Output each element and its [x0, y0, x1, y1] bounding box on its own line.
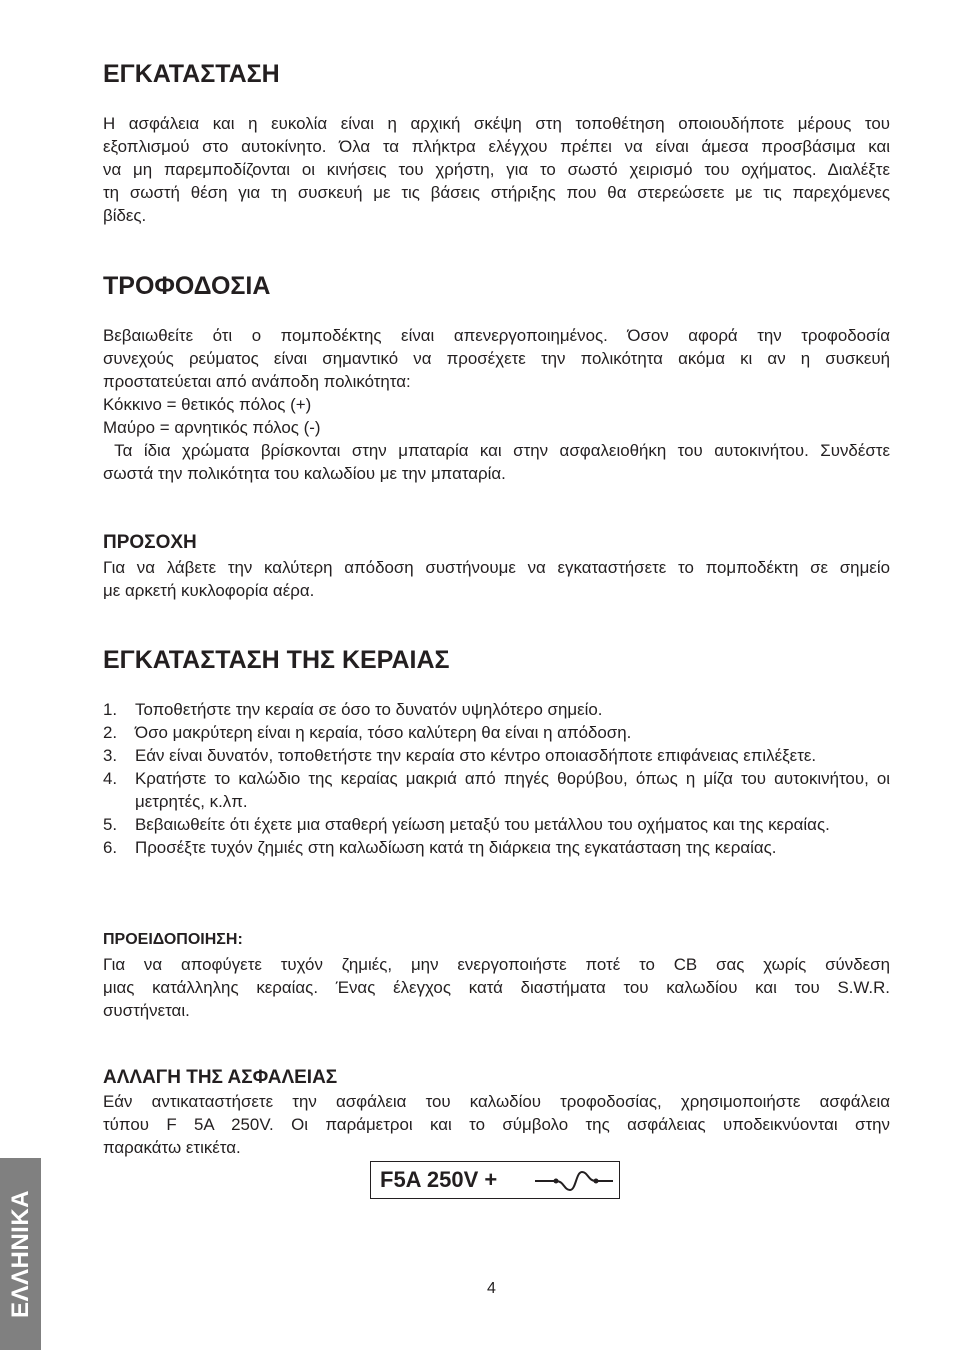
power-supply-paragraph	[103, 324, 890, 485]
caution-heading: ΠΡΟΣΟΧΗ	[103, 532, 197, 553]
language-side-tab	[0, 1158, 41, 1350]
list-item	[103, 767, 890, 813]
fuse-symbol-icon	[531, 1168, 617, 1194]
fuse-rating-label: F5A 250V +	[380, 1167, 498, 1192]
installation-heading: ΕΓΚΑΤΑΣΤΑΣΗ	[103, 60, 280, 88]
list-item	[103, 813, 890, 836]
text-line: τύπου F 5A 250V. Οι παράμετροι και το σύμβολο της ασφάλειας υποδεικνύονται στην	[103, 1115, 890, 1134]
text-line: συστήνεται.	[103, 1001, 190, 1020]
text-line: συνεχούς ρεύματος είναι σημαντικό να προσέχετε την πολικότητα ακόμα κι αν η συσκευή	[103, 349, 890, 368]
power-supply-heading: ΤΡΟΦΟΔΟΣΙΑ	[103, 272, 271, 300]
step-number: 5.	[103, 815, 118, 834]
step-number: 6.	[103, 838, 118, 857]
step-text: Προσέξτε τυχόν ζημιές στη καλωδίωση κατά τη διάρκεια της εγκατάσταση της κεραίας.	[135, 838, 777, 857]
fuse-label-box	[370, 1161, 620, 1199]
text-line: τη σωστή θέση για τη συσκευή με τις βάσεις στήριξης που θα στερεώσετε με τις παρεχόμενες	[103, 183, 890, 202]
text-line: με αρκετή κυκλοφορία αέρα.	[103, 581, 315, 600]
caution-paragraph	[103, 556, 890, 602]
step-text: Βεβαιωθείτε ότι έχετε μια σταθερή γείωση μεταξύ του μετάλλου του οχήματος και της κεραίας.	[135, 815, 830, 834]
text-line: βίδες.	[103, 206, 147, 225]
installation-paragraph	[103, 112, 890, 227]
list-item	[103, 744, 890, 767]
step-number: 3.	[103, 746, 118, 765]
language-label: ΕΛΛΗΝΙΚΑ	[6, 1189, 34, 1319]
list-item	[103, 836, 890, 859]
black-negative-line: Μαύρο = αρνητικός πόλος (-)	[103, 418, 321, 437]
step-text: Τοποθετήστε την κεραία σε όσο το δυνατόν υψηλότερο σημείο.	[135, 700, 603, 719]
text-line: Βεβαιωθείτε ότι ο πομποδέκτης είναι απενεργοποιημένος. Όσον αφορά την τροφοδοσία	[103, 326, 890, 345]
list-item	[103, 721, 890, 744]
fuse-paragraph	[103, 1090, 890, 1159]
antenna-steps-list	[103, 698, 890, 859]
step-number: 4.	[103, 769, 118, 788]
page-number: 4	[487, 1280, 496, 1297]
text-line: προστατεύεται από ανάποδη πολικότητα:	[103, 372, 411, 391]
text-line: Για να αποφύγετε τυχόν ζημιές, μην ενεργοποιήστε ποτέ το CB σας χωρίς σύνδεση	[103, 955, 890, 974]
warning-paragraph	[103, 953, 890, 1022]
step-text: Εάν είναι δυνατόν, τοποθετήστε την κεραία στο κέντρο οποιασδήποτε επιφάνειας επιλέξετε.	[135, 746, 817, 765]
text-line: παρακάτω ετικέτα.	[103, 1138, 241, 1157]
step-number: 1.	[103, 700, 118, 719]
text-line: Εάν αντικαταστήσετε την ασφάλεια του καλωδίου τροφοδοσίας, χρησιμοποιήστε ασφάλεια	[103, 1092, 890, 1111]
text-line: εξοπλισμού στο αυτοκίνητο. Όλα τα πλήκτρα ελέγχου πρέπει να είναι άμεσα προσβάσιμα και	[103, 137, 890, 156]
fuse-heading: ΑΛΛΑΓΗ ΤΗΣ ΑΣΦΑΛΕΙΑΣ	[103, 1067, 338, 1088]
text-line: μιας κατάλληλης κεραίας. Ένας έλεγχος κατά διαστήματα του καλωδίου και του S.W.R.	[103, 978, 890, 997]
step-text: Κρατήστε το καλώδιο της κεραίας μακριά από πηγές θορύβου, όπως η μίζα του αυτοκινήτου, οι μετρητές, κ.λπ.	[135, 769, 890, 811]
list-item	[103, 698, 890, 721]
step-text: Όσο μακρύτερη είναι η κεραία, τόσο καλύτερη θα είναι η απόδοση.	[135, 723, 632, 742]
text-line: Τα ίδια χρώματα βρίσκονται στην μπαταρία και στην ασφαλειοθήκη του αυτοκινήτου. Συνδέστε	[103, 441, 890, 460]
text-line: Για να λάβετε την καλύτερη απόδοση συστήνουμε να εγκαταστήσετε το πομποδέκτη σε σημείο	[103, 558, 890, 577]
antenna-heading: ΕΓΚΑΤΑΣΤΑΣΗ ΤΗΣ ΚΕΡΑΙΑΣ	[103, 646, 450, 674]
text-line: σωστά την πολικότητα του καλωδίου με την μπαταρία.	[103, 464, 506, 483]
text-line: Η ασφάλεια και η ευκολία είναι η αρχική σκέψη στη τοποθέτηση οποιουδήποτε μέρους του	[103, 114, 890, 133]
red-positive-line: Κόκκινο = θετικός πόλος (+)	[103, 395, 312, 414]
text-line: να μη παρεμποδίζονται οι κινήσεις του χρήστη, για το σωστό χειρισμό του οχήματος. Διαλέξτε	[103, 160, 890, 179]
step-number: 2.	[103, 723, 118, 742]
warning-heading: ΠΡΟΕΙΔΟΠΟΙΗΣΗ:	[103, 931, 243, 948]
